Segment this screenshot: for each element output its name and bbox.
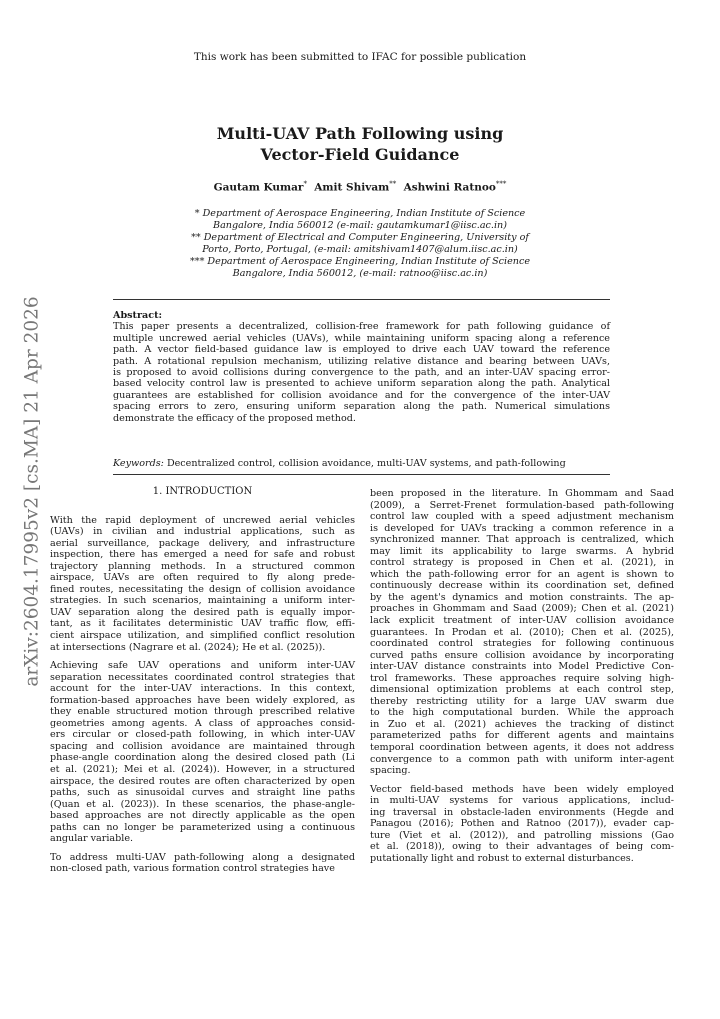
text-line: trajectory planning methods. In a structured common [50, 560, 355, 572]
right-column [370, 488, 674, 872]
text-line: geometries among agents. A class of approaches consid- [50, 717, 355, 729]
abstract [113, 310, 610, 424]
affiliation-line: Bangalore, India 560012, (e-mail: ratnoo@iisc.ac.in) [232, 268, 488, 280]
abstract-line: path. A rotational repulsion mechanism, utilizing relative distance and bearing between UAVs, [113, 355, 610, 367]
text-line: account for the inter-UAV interactions. In this context, [50, 683, 355, 695]
text-line: temporal coordination between agents, it does not address [370, 742, 674, 754]
text-line: separation necessitates coordinated control strategies that [50, 671, 355, 683]
author-mark: *** [495, 180, 507, 188]
text-line: cient airspace utilization, and simplified conflict resolution [50, 630, 355, 642]
affiliation-line: Porto, Porto, Portugal, (e-mail: amitshivam1407@alum.iisc.ac.in) [202, 244, 518, 256]
text-line: inter-UAV distance constraints into Model Predictive Con- [370, 661, 674, 673]
text-line: (Quan et al. (2023)). In these scenarios, the phase-angle- [50, 798, 355, 810]
text-line: continuously decrease within its coordination set, defined [370, 580, 674, 592]
text-line: inspection, there has emerged a need for safe and robust [50, 549, 355, 561]
text-line: non-closed path, various formation control strategies have [50, 863, 335, 875]
abstract-heading: Abstract: [113, 310, 163, 321]
text-line: to the high computational burden. While the approach [370, 707, 674, 719]
text-line: curved paths ensure collision avoidance by incorporating [370, 649, 674, 661]
author-list [160, 180, 560, 194]
text-line: been proposed in the literature. In Ghommam and Saad [370, 488, 674, 499]
text-line: paths can no longer be parameterized using a continuous [50, 821, 355, 833]
text-line: based approaches are not directly applicable as the open [50, 810, 355, 822]
text-line: proaches in Ghommam and Saad (2009); Chen et al. (2021) [370, 603, 674, 615]
text-line: (UAVs) in civilian and industrial applications, such as [50, 526, 355, 538]
text-line: trol frameworks. These approaches require solving high- [370, 672, 674, 684]
abstract-line: demonstrate the efficacy of the proposed method. [113, 412, 356, 424]
author-mark: ** [389, 180, 397, 188]
author-name: Amit Shivam [314, 181, 390, 194]
affiliation-line: *** Department of Aerospace Engineering, Indian Institute of Science [189, 256, 531, 268]
affiliation-line: ** Department of Electrical and Computer Engineering, University of [191, 232, 529, 244]
paragraph [370, 488, 674, 777]
paragraph [50, 852, 355, 875]
text-line: To address multi-UAV path-following along a designated [50, 851, 355, 863]
abstract-line: is proposed to avoid collisions during convergence to the path, and an inter-UAV spacing error- [113, 367, 610, 379]
text-line: by the agent's dynamics and motion constraints. The ap- [370, 591, 674, 603]
text-line: phase-angle coordination along the desired closed path (Li [50, 752, 355, 764]
text-line: in Zuo et al. (2021) achieves the tracking of distinct [370, 718, 674, 730]
paragraph [50, 515, 355, 654]
left-column [50, 486, 355, 882]
paragraph [50, 660, 355, 845]
abstract-bottom-rule [113, 474, 610, 475]
text-line: coordinated control strategies for following continuous [370, 638, 674, 650]
text-line: lack explicit treatment of inter-UAV collision avoidance [370, 615, 674, 627]
affiliation-line: * Department of Aerospace Engineering, Indian Institute of Science [194, 208, 526, 219]
text-line: in multi-UAV systems for various applications, includ- [370, 795, 674, 807]
arxiv-identifier [14, 295, 50, 687]
abstract-line: This paper presents a decentralized, collision-free framework for path following guidance of [113, 321, 610, 333]
text-line: dimensional optimization problems at each control step, [370, 684, 674, 696]
text-line: convergence to a common path with uniform inter-agent [370, 753, 674, 765]
text-line: parameterized paths for different agents and maintains [370, 730, 674, 742]
title-line: Multi-UAV Path Following using [216, 124, 504, 143]
text-line: they enable structured motion through prescribed relative [50, 706, 355, 718]
text-line: ers circular or closed-path following, in which inter-UAV [50, 729, 355, 741]
text-line: With the rapid deployment of uncrewed aerial vehicles [50, 514, 355, 526]
keywords [113, 458, 610, 469]
abstract-line: spacing errors to zero, ensuring uniform separation along the path. Numerical simulations [113, 401, 610, 413]
text-line: airspace, UAVs are often required to fly along prede- [50, 572, 355, 584]
text-line: is developed for UAVs tracking a common reference in a [370, 522, 674, 534]
text-line: at intersections (Nagrare et al. (2024); He et al. (2025)). [50, 641, 326, 653]
abstract-line: path. A vector field-based guidance law is employed to drive each UAV toward the reference [113, 344, 610, 356]
affiliations [150, 208, 570, 281]
text-line: airspace, the desired routes are often characterized by open [50, 775, 355, 787]
text-line: spacing. [370, 765, 411, 777]
section-heading: 1. INTRODUCTION [152, 486, 253, 497]
text-line: strategies. In such scenarios, maintaining a uniform inter- [50, 595, 355, 607]
paragraph [370, 784, 674, 865]
abstract-top-rule [113, 299, 610, 300]
author-mark: * [303, 180, 307, 188]
keywords-label: Keywords: [113, 458, 164, 469]
author-name: Ashwini Ratnoo [403, 181, 496, 194]
text-line: tant, as it facilitates deterministic UAV traffic flow, effi- [50, 618, 355, 630]
arxiv-identifier-text: arXiv:2604.17995v2 [cs.MA] 21 Apr 2026 [21, 295, 43, 687]
text-line: formation-based approaches have been widely explored, as [50, 694, 355, 706]
text-line: putationally light and robust to external disturbances. [370, 852, 634, 864]
affiliation-line: Bangalore, India 560012 (e-mail: gautamkumar1@iisc.ac.in) [213, 220, 507, 232]
text-line: which the path-following error for an agent is shown to [370, 568, 674, 580]
text-line: guarantees. In Prodan et al. (2010); Chen et al. (2025), [370, 626, 674, 638]
text-line: et al. (2021); Mei et al. (2024)). However, in a structured [50, 764, 355, 776]
text-line: spacing and collision avoidance are maintained through [50, 740, 355, 752]
text-line: et al. (2018)), owing to their advantages of being com- [370, 841, 674, 853]
text-line: aerial surveillance, package delivery, and infrastructure [50, 537, 355, 549]
abstract-line: guarantees are established for collision avoidance and for the convergence of the inter-UAV [113, 389, 610, 401]
text-line: Achieving safe UAV operations and uniform inter-UAV [50, 660, 355, 672]
text-line: ture (Viet et al. (2012)), and patrolling missions (Gao [370, 829, 674, 841]
text-line: control strategy is proposed in Chen et al. (2021), in [370, 557, 674, 569]
text-line: may limit its applicability to large swarms. A hybrid [370, 545, 674, 557]
text-line: control law coupled with a speed adjustment mechanism [370, 511, 674, 523]
text-line: thereby restricting utility for a large UAV swarm due [370, 695, 674, 707]
abstract-line: multiple uncrewed aerial vehicles (UAVs), while maintaining uniform spacing along a reference [113, 332, 610, 344]
author-name: Gautam Kumar [213, 181, 304, 194]
text-line: angular variable. [50, 833, 134, 845]
text-line: paths, such as sinusoidal curves and straight line paths [50, 787, 355, 799]
paper-title [160, 123, 560, 165]
title-line: Vector-Field Guidance [260, 145, 460, 164]
text-line: UAV separation along the desired path is equally impor- [50, 606, 355, 618]
text-line: Vector field-based methods have been widely employed [370, 783, 674, 795]
text-line: Panagou (2016); Pothen and Ratnoo (2017)), evader cap- [370, 818, 674, 830]
submission-note: This work has been submitted to IFAC for possible publication [193, 51, 527, 63]
text-line: fined routes, necessitating the design of collision avoidance [50, 583, 355, 595]
text-line: (2009), a Serret-Frenet formulation-based path-following [370, 499, 674, 511]
text-line: ing traversal in obstacle-laden environments (Hegde and [370, 806, 674, 818]
keywords-text: Decentralized control, collision avoidance, multi-UAV systems, and path-following [163, 458, 566, 469]
abstract-line: based velocity control law is presented to achieve uniform separation along the path. Analytical [113, 378, 610, 390]
text-line: synchronized manner. That approach is centralized, which [370, 534, 674, 546]
